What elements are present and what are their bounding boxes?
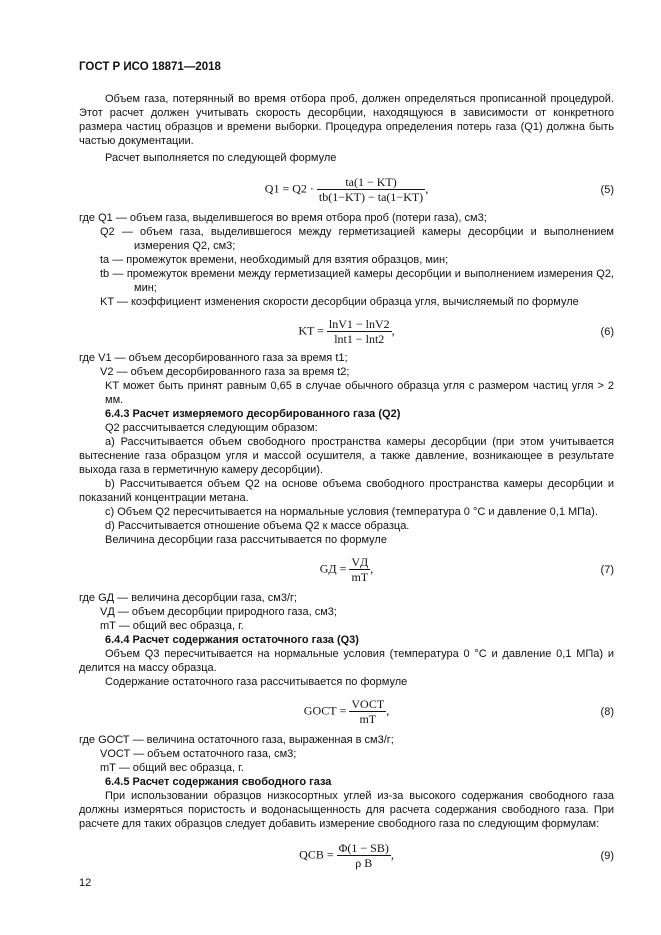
paragraph-formula-intro: Расчет выполняется по следующей формуле [105, 152, 337, 164]
formula-9-lhs: QСВ = [299, 847, 334, 862]
formula-6-lhs: KT = [298, 323, 324, 338]
heading-6-4-4: 6.4.4 Расчет содержания остаточного газа (Q3) [105, 634, 359, 646]
paragraph-gas-loss: Объем газа, потерянный во время отбора проб, должен определяться прописанной процедурой. Этот расчет должен учитывать скорость десорбции, находящуюся в зависимости от конкретного размера частиц образцов и времени выборки. Процедура определения потерь газа (Q1) должна быть частью документации. [79, 93, 614, 147]
where-8-vost: VОСТ — объем остаточного газа, см3; [100, 748, 297, 760]
document-header: ГОСТ Р ИСО 18871—2018 [79, 61, 221, 73]
where-6-v2: V2 — объем десорбированного газа за время t2; [100, 366, 350, 378]
where-5-tb: tb — промежуток времени между герметизацией камеры десорбции и выполнением измерения Q2, мин; [100, 268, 614, 294]
formula-5: Q1 = Q2 · $\frac{ta(1 - KT)}{tb(1-KT) - ta(1-KT)}$ , (5) [264, 175, 614, 204]
formula-9-denominator: ρ B [355, 856, 373, 870]
paragraph-644-a: Объем Q3 пересчитывается на нормальные условия (температура 0 °C и давление 0,1 МПа) и делится на массу образца. [79, 648, 614, 674]
paragraph-643-b: b) Рассчитывается объем Q2 на основе объема свободного пространства камеры десорбции и показаний концентрации метана. [79, 478, 614, 504]
formula-6-denominator: lnt1 − lnt2 [334, 332, 385, 346]
paragraph-643-d: d) Рассчитывается отношение объема Q2 к массе образца. [105, 520, 410, 532]
formula-6: KT = $\frac{\ln V1 - \ln V2}{\ln t1 - \ln t2}$ , (6) [298, 317, 614, 346]
formula-8-lhs: GОСТ = [303, 703, 347, 718]
where-7-gd: где GД — величина десорбции газа, см3/г; [79, 592, 298, 604]
where-5-q1: где Q1 — объем газа, выделившегося во время отбора проб (потери газа), см3; [79, 212, 487, 224]
where-6-v1: где V1 — объем десорбированного газа за время t1; [79, 352, 348, 364]
heading-6-4-5: 6.4.5 Расчет содержания свободного газа [105, 776, 332, 788]
formula-7-denominator: mT [351, 570, 369, 584]
formula-8-denominator: mT [359, 712, 377, 726]
formula-7: GД = $\frac{VД}{mT}$ , (7) [319, 555, 614, 584]
formula-7-number: (7) [600, 564, 614, 576]
formula-5-lhs: Q1 = Q2 · [264, 181, 314, 196]
paragraph-643-c: c) Объем Q2 пересчитывается на нормальные условия (температура 0 °C и давление 0,1 МПа). [105, 506, 598, 518]
formula-8-numerator: VОСТ [351, 697, 385, 711]
where-5-ta: ta — промежуток времени, необходимый для взятия образцов, мин; [100, 254, 449, 266]
where-8-mt: mT — общий вес образца, г. [100, 762, 244, 774]
formula-6-numerator: lnV1 − lnV2 [328, 317, 390, 331]
formula-8: GОСТ = $\frac{\text{VОСТ}}{mT}$ , (8) [303, 697, 614, 726]
where-5-kt: KT — коэффициент изменения скорости десорбции образца угля, вычисляемый по формуле [100, 296, 579, 308]
formula-5-denominator: tb(1−KT) − ta(1−KT) [318, 190, 424, 204]
formula-9-numerator: Φ(1 − SВ) [338, 841, 389, 855]
where-8-gost: где GОСТ — величина остаточного газа, выраженная в см3/г; [79, 734, 394, 746]
formula-5-numerator: ta(1 − KT) [317, 175, 425, 190]
formula-8-number: (8) [600, 706, 614, 718]
document-body [79, 92, 614, 877]
paragraph-643-formula-intro: Величина десорбции газа рассчитывается по формуле [105, 534, 387, 546]
where-7-vd: VД — объем десорбции природного газа, см3; [100, 606, 337, 618]
where-6-kt-note: KT может быть принят равным 0,65 в случае обычного образца угля с размером частиц угля > 2 мм. [105, 380, 614, 406]
paragraph-643-a: a) Рассчитывается объем свободного пространства камеры десорбции (при этом учитывается вытеснение газа образцом угля и массой осушителя, а также давление, возникающее в результате выхода газа в герметичную камеру десорбции). [79, 436, 614, 476]
formula-7-lhs: GД = [319, 561, 347, 576]
formula-6-number: (6) [600, 326, 614, 338]
page-number: 12 [79, 877, 92, 889]
where-7-mt: mT — общий вес образца, г. [100, 620, 244, 632]
formula-7-numerator: VД [351, 555, 369, 569]
formula-9: QСВ = $\frac{\Phi(1 - SВ)}{\text{ρ B}}$ , (9) [299, 841, 614, 870]
formula-5-number: (5) [600, 184, 614, 196]
paragraph-644-formula-intro: Содержание остаточного газа рассчитывается по формуле [105, 676, 408, 688]
where-5-q2: Q2 — объем газа, выделившегося между герметизацией камеры десорбции и выполнением измерения Q2, см3; [100, 226, 614, 252]
paragraph-643-intro: Q2 рассчитывается следующим образом: [105, 422, 318, 434]
paragraph-645: При использовании образцов низкосортных углей из-за высокого содержания свободного газа должны измеряться пористость и водонасыщенность для расчета содержания свободного газа. При расчете для таких образцов следует добавить измерение свободного газа по следующим формулам: [79, 790, 614, 830]
heading-6-4-3: 6.4.3 Расчет измеряемого десорбированного газа (Q2) [105, 408, 401, 420]
formula-9-number: (9) [600, 850, 614, 862]
